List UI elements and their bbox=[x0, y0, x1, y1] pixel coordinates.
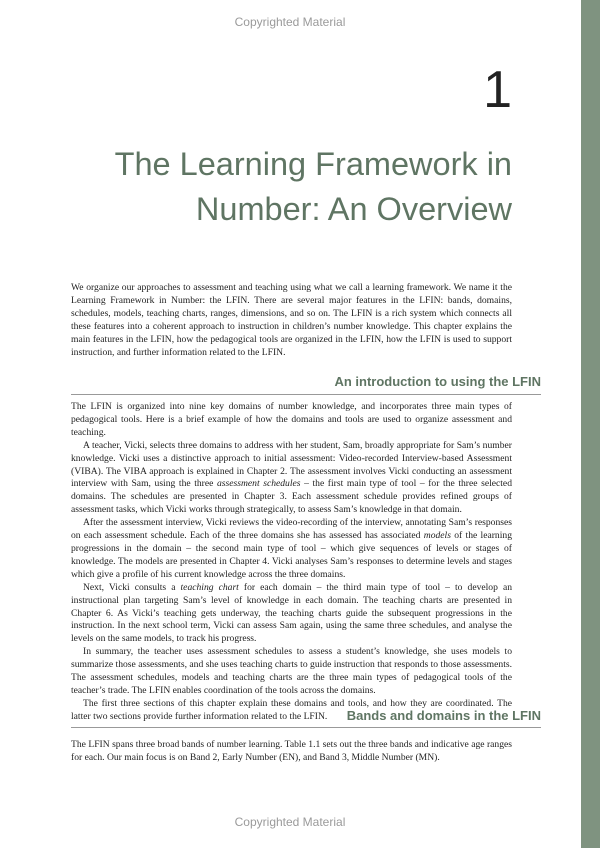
paragraph bbox=[71, 517, 512, 582]
paragraph-text: After the assessment interview, Vicki reviews the video-recording of the interview, annotating Sam’s responses on each assessment schedule. Each of the three domains she has assessed has associated bbox=[71, 517, 512, 542]
paragraph bbox=[71, 582, 512, 647]
chapter-title-line-1: The Learning Framework in bbox=[114, 146, 512, 182]
paragraph: The LFIN spans three broad bands of number learning. Table 1.1 sets out the three bands and indicative age ranges for each. Our main focus is on Band 2, Early Number (EN), and Band 3, Middle Number (MN). bbox=[71, 739, 512, 763]
section-introduction-body bbox=[71, 401, 512, 724]
paragraph-text: Next, Vicki consults a bbox=[83, 581, 181, 593]
paragraph bbox=[71, 440, 512, 517]
emphasis-term: assessment schedules bbox=[216, 478, 301, 490]
chapter-title-line-2: Number: An Overview bbox=[195, 191, 512, 227]
chapter-number: 1 bbox=[483, 61, 512, 119]
watermark-bottom: Copyrighted Material bbox=[234, 815, 346, 829]
section-heading-bands-domains: Bands and domains in the LFIN bbox=[346, 708, 541, 723]
intro-paragraph: We organize our approaches to assessment and teaching using what we call a learning framework. We name it the Learning Framework in Number: the LFIN. There are several major features in the LFIN: bands, domains, schedules, models, teaching charts, ranges, dimensions, and so on. The LFIN is a rich system which connects all these features into a coherent approach to instruction in children’s number knowledge. This chapter explains the main features in the LFIN, how the pedagogical tools are organized in the LFIN, how the LFIN is used to support instruction, and further information related to the LFIN. bbox=[71, 282, 512, 358]
paragraph-text: of the learning progressions in the domain – the second main type of tool – which give sequences of levels or stages of knowledge. The models are presented in Chapter 4. Vicki analyses Sam’s responses to determine levels and stages which give a profile of his current knowledge across the three domains. bbox=[71, 530, 512, 580]
section-rule bbox=[71, 727, 541, 728]
section-bands-body bbox=[71, 739, 512, 765]
emphasis-term: models bbox=[423, 530, 451, 542]
page-edge-color-bar bbox=[581, 0, 600, 848]
paragraph-text: A teacher, Vicki, selects three domains to address with her student, Sam, broadly appropriate for Sam’s number knowledge. Vicki uses a distinctive approach to initial assessment: Video-recorded Interview-based Assessment (VIBA). The VIBA approach is explained in Chapter 2. The assessment involves Vicki conducting an assessment interview with Sam, using the three bbox=[71, 439, 512, 490]
paragraph: The first three sections of this chapter explain these domains and tools, and how they are coordinated. The latter two sections provide further information related to the LFIN. bbox=[71, 697, 512, 722]
paragraph-text: The LFIN is organized into nine key domains of number knowledge, and incorporates three main types of pedagogical tools. Here is a brief example of how the domains and tools are used to organize assessment and teaching. bbox=[71, 401, 512, 438]
paragraph bbox=[71, 401, 512, 440]
watermark-top: Copyrighted Material bbox=[234, 15, 346, 29]
section-rule bbox=[71, 394, 541, 395]
chapter-title bbox=[42, 142, 512, 232]
emphasis-term: teaching chart bbox=[180, 581, 239, 593]
paragraph-text: – the first main type of tool – for the three selected domains. The schedules are presented in Chapter 3. Each assessment schedule provides refined groups of assessment tasks, which Vicki works through strategically, to assess Sam’s knowledge in that domain. bbox=[71, 478, 512, 516]
section-heading-introduction: An introduction to using the LFIN bbox=[334, 374, 541, 389]
paragraph-text: for each domain – the third main type of tool – to develop an instructional plan targeting Sam’s level of knowledge in each domain. The teaching charts are presented in Chapter 6. As Vicki’s teaching gets underway, the teaching charts guide the subsequent progressions in the instruction. In the next school term, Vicki can assess Sam again, using the same three schedules, and analyse the levels on the same models, to track his progress. bbox=[71, 581, 512, 645]
paragraph: In summary, the teacher uses assessment schedules to assess a student’s knowledge, she uses models to summarize those assessments, and she uses teaching charts to guide instruction that responds to those assessments. The assessment schedules, models and teaching charts are the three main types of pedagogical tools of the teacher’s trade. The LFIN enables coordination of the tools across the domains. bbox=[71, 646, 512, 696]
